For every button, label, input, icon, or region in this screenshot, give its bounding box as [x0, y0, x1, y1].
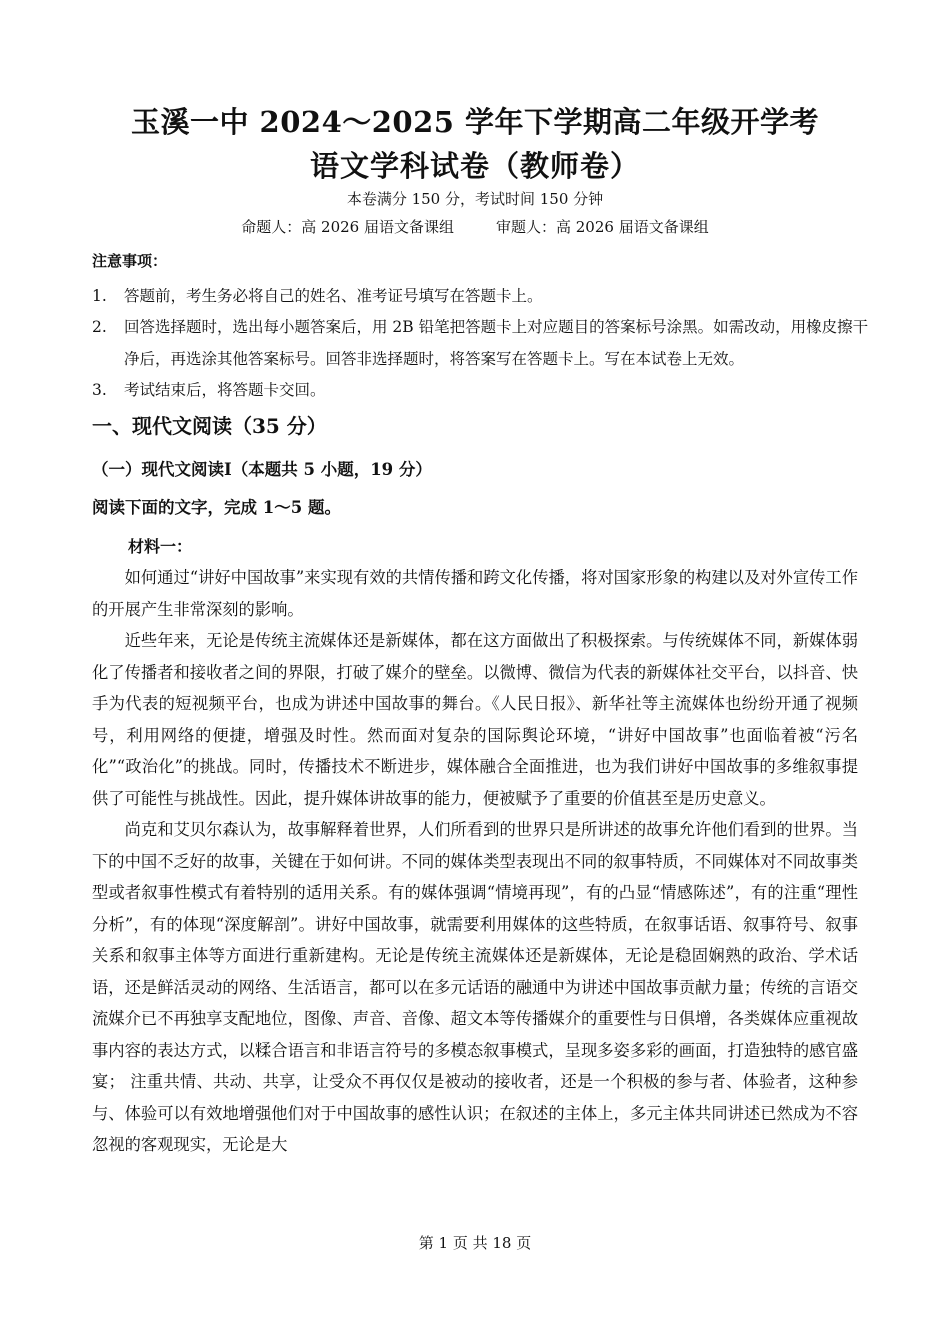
passage-paragraph-3: 尚克和艾贝尔森认为，故事解释着世界，人们所看到的世界只是所讲述的故事允许他们看到的世界。当下的中国不乏好的故事，关键在于如何讲。不同的媒体类型表现出不同的叙事特质，不同媒体对不同故事类型或者叙事性模式有着特别的适用关系。有的媒体强调“情境再现”，有的凸显“情感陈述”，有的注重“理性分析”，有的体现“深度解剖”。讲好中国故事，就需要利用媒体的这些特质，在叙事话语、叙事符号、叙事关系和叙事主体等方面进行重新建构。无论是传统主流媒体还是新媒体，无论是稳固娴熟的政治、学术话语，还是鲜活灵动的网络、生活语言，都可以在多元话语的融通中为讲述中国故事贡献力量；传统的言语交流媒介已不再独享支配地位，图像、声音、音像、超文本等传播媒介的重要性与日俱增，各类媒体应重视故事内容的表达方式，以糅合语言和非语言符号的多模态叙事模式，呈现多姿多彩的画面，打造独特的感官盛宴； 注重共情、共动、共享，让受众不再仅仅是被动的接收者，还是一个积极的参与者、体验者，这种参与、体验可以有效地增强他们对于中国故事的感性认识；在叙述的主体上，多元主体共同讲述已然成为不容忽视的客观现实，无论是大	[92, 820, 858, 1154]
exam-title: 玉溪一中 2024～2025 学年下学期高二年级开学考	[130, 105, 820, 139]
note-text: 考试结束后，将答题卡交回。	[124, 381, 326, 399]
note-item-1	[92, 280, 872, 312]
page-indicator: 第 1 页 共 18 页	[418, 1234, 532, 1252]
note-number: 1.	[92, 287, 107, 305]
reading-passage	[92, 562, 858, 1161]
passage-paragraph-2: 近些年来，无论是传统主流媒体还是新媒体，都在这方面做出了积极探索。与传统媒体不同，新媒体弱化了传播者和接收者之间的界限，打破了媒介的壁垒。以微博、微信为代表的新媒体社交平台，以抖音、快手为代表的短视频平台，也成为讲述中国故事的舞台。《人民日报》、新华社等主流媒体也纷纷开通了视频号，利用网络的便捷，增强及时性。然而面对复杂的国际舆论环境，“讲好中国故事”也面临着被“污名化”“政治化”的挑战。同时，传播技术不断进步，媒体融合全面推进，也为我们讲好中国故事的多维叙事提供了可能性与挑战性。因此，提升媒体讲故事的能力，便被赋予了重要的价值甚至是历史意义。	[92, 631, 858, 808]
material-label: 材料一：	[128, 537, 193, 556]
exam-info: 本卷满分 150 分，考试时间 150 分钟	[346, 190, 604, 208]
section-heading: 一、现代文阅读（35 分）	[92, 414, 327, 438]
note-item-2	[92, 311, 872, 375]
note-number: 2.	[92, 318, 107, 336]
note-text: 答题前，考生务必将自己的姓名、准考证号填写在答题卡上。	[124, 287, 543, 305]
setter-label: 命题人：高 2026 届语文备课组	[241, 218, 454, 236]
reviewer-label: 审题人：高 2026 届语文备课组	[496, 218, 709, 236]
note-text: 回答选择题时，选出每小题答案后，用 2B 铅笔把答题卡上对应题目的答案标号涂黑。如需改动，用橡皮擦干净后，再选涂其他答案标号。回答非选择题时，将答案写在答题卡上。写在本试卷上无效。	[124, 318, 869, 368]
passage-paragraph-1: 如何通过“讲好中国故事”来实现有效的共情传播和跨文化传播，将对国家形象的构建以及对外宣传工作的开展产生非常深刻的影响。	[92, 568, 858, 619]
section-subheading: （一）现代文阅读Ⅰ（本题共 5 小题，19 分）	[92, 460, 432, 479]
note-item-3	[92, 374, 872, 406]
exam-subtitle: 语文学科试卷（教师卷）	[309, 149, 640, 183]
note-number: 3.	[92, 381, 107, 399]
reading-instruction: 阅读下面的文字，完成 1～5 题。	[92, 498, 341, 517]
notes-heading: 注意事项：	[92, 252, 168, 270]
exam-authors	[0, 216, 950, 237]
